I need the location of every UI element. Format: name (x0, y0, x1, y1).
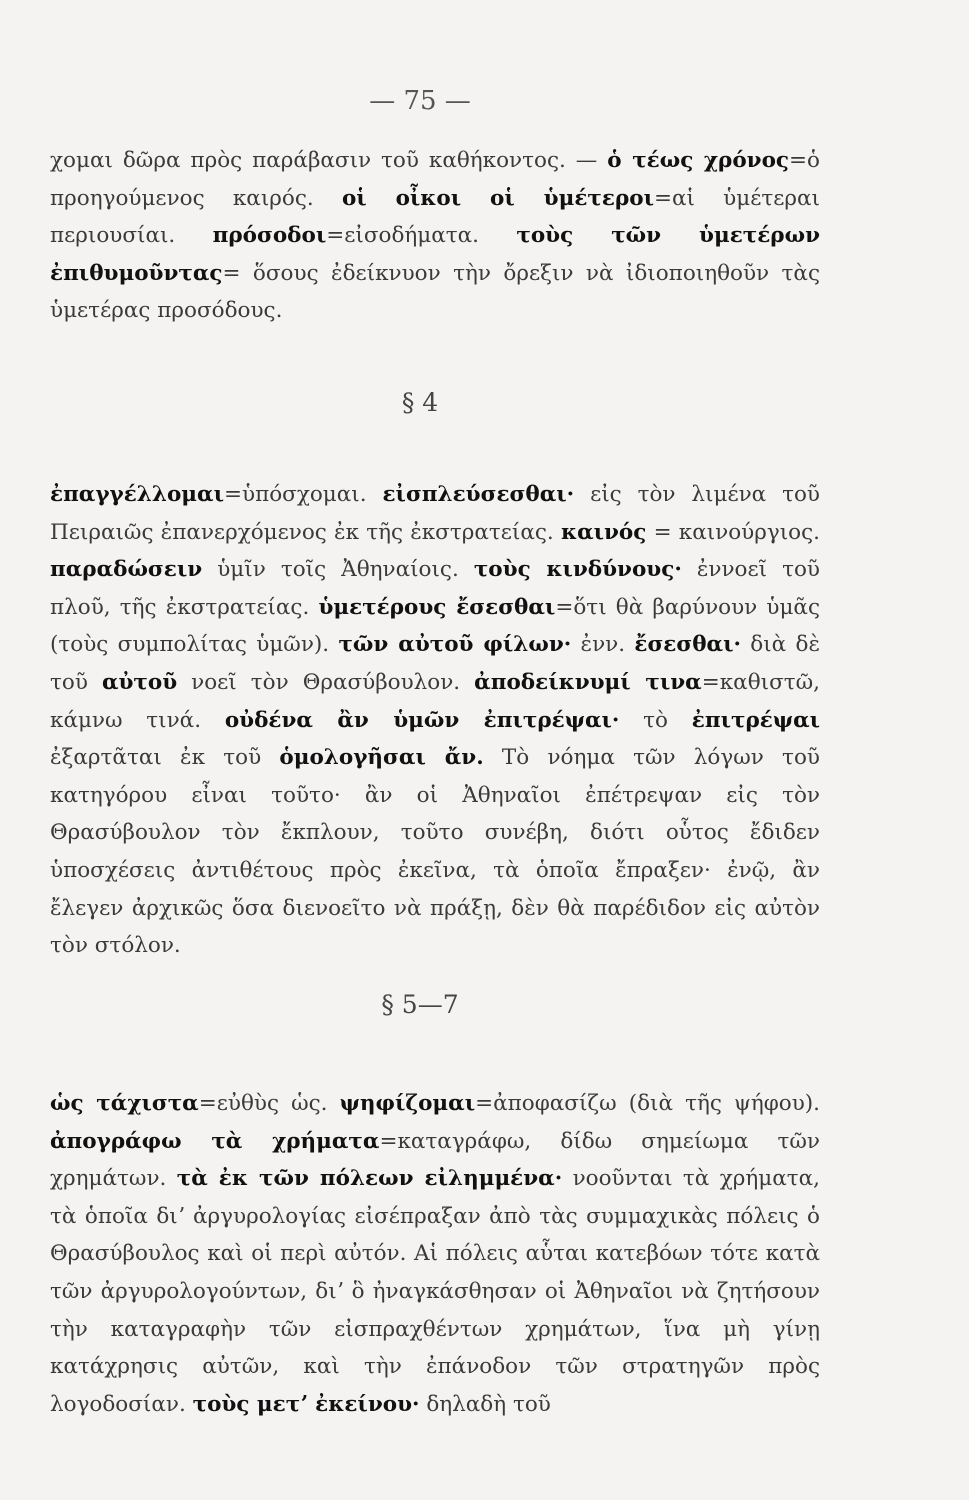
gloss-text: =ὁ προηγούμενος καιρός. (50, 148, 820, 211)
bold-term: ἐπιτρέψαι (691, 707, 821, 733)
gloss-text: =ὅτι θὰ βαρύνουν ὑμᾶς (τοὺς συμπολίτας ὑμῶν). (50, 594, 820, 658)
bold-term: ἐπαγγέλλομαι (50, 482, 224, 507)
bold-term: τοὺς τῶν ὑμετέρων ἐπιθυμοῦντας (50, 223, 820, 286)
bold-term: οἱ οἶκοι οἱ ὑμέτεροι (341, 185, 654, 211)
bold-term: παραδώσειν (50, 557, 203, 583)
section-heading-5-7: § 5—7 (381, 990, 459, 1019)
bold-term: εἰσπλεύσεσθαι· (382, 482, 575, 507)
bold-term: πρόσοδοι (212, 223, 327, 249)
paragraph-1 (50, 142, 820, 330)
bold-term: τοὺς μετʼ ἐκείνου· (192, 1391, 420, 1417)
gloss-text: =ἀποφασίζω (διὰ τῆς ψήφου). (475, 1091, 821, 1116)
gloss-text: διὰ δὲ τοῦ (50, 632, 820, 695)
gloss-text: νοοῦνται τὰ χρήματα, τὰ ὁποῖα διʼ ἀργυρολογίας εἰσέπραξαν ἀπὸ τὰς συμμαχικὰς πόλεις ὁ Θρασύβουλος καὶ οἱ περὶ αὐτόν. Αἱ πόλεις αὗται κατεβόων τότε κατὰ τῶν ἀργυρολογούντων, διʼ ὃ ἠναγκάσθησαν οἱ Ἀθηναῖοι νὰ ζητήσουν τὴν καταγραφὴν τῶν εἰσπραχθέντων χρημάτων, ἵνα μὴ γίνῃ κατάχρησις αὐτῶν, καὶ τὴν ἐπάνοδον τῶν στρατηγῶν πρὸς λογοδοσίαν. (50, 1166, 820, 1417)
bold-term: τῶν αὐτοῦ φίλων· (338, 632, 572, 658)
gloss-text: εἰς τὸν λιμένα τοῦ Πειραιῶς ἐπανερχόμενος ἐκ τῆς ἐκστρατείας. (50, 482, 820, 545)
bold-term: ἀποδείκνυμί τινα (474, 669, 702, 695)
bold-term: τὰ ἐκ τῶν πόλεων εἰλημμένα· (176, 1166, 563, 1192)
gloss-text: δηλαδὴ τοῦ (419, 1391, 551, 1417)
page-number: — 75 — (369, 86, 471, 116)
section-heading-4: § 4 (401, 388, 439, 417)
bold-term: καινός (560, 519, 647, 545)
bold-term: ἔσεσθαι· (634, 632, 741, 658)
gloss-text: =ὑπόσχομαι. (223, 482, 383, 507)
paragraph-3 (50, 1085, 820, 1423)
bold-term: αὐτοῦ (101, 669, 178, 695)
gloss-text: =εὐθὺς ὡς. (198, 1091, 340, 1116)
bold-term: ψηφίζομαι (339, 1091, 476, 1116)
gloss-text: ὑμῖν τοῖς Ἀθηναίοις. (202, 557, 474, 583)
gloss-text: = ὅσους ἐδείκνυον τὴν ὄρεξιν νὰ ἰδιοποιηθοῦν τὰς ὑμετέρας προσόδους. (50, 260, 820, 324)
gloss-text: =καθιστῶ, κάμνω τινά. (50, 669, 821, 733)
bold-term: ὁ τέως χρόνος (607, 148, 790, 173)
gloss-text: νοεῖ τὸν Θρασύβουλον. (177, 669, 475, 695)
gloss-text: ἐξαρτᾶται ἐκ τοῦ (50, 745, 280, 771)
bold-term: ἀπογράφω τὰ χρήματα (50, 1128, 380, 1154)
gloss-text: ἐννοεῖ τοῦ πλοῦ, τῆς ἐκστρατείας. (50, 557, 820, 620)
gloss-text: Τὸ νόημα τῶν λόγων τοῦ κατηγόρου εἶναι τοῦτο· ἂν οἱ Ἀθηναῖοι ἐπέτρεψαν εἰς τὸν Θρασύβουλον τὸν ἔκπλουν, τοῦτο συνέβη, διότι οὗτος ἔδιδεν ὑποσχέσεις ἀντιθέτους πρὸς ἐκεῖνα, τὰ ὁποῖα ἔπραξεν· ἐνῷ, ἂν ἔλεγεν ἀρχικῶς ὅσα διενοεῖτο νὰ πράξῃ, δὲν θὰ παρέδιδον εἰς αὐτὸν τὸν στόλον. (50, 745, 820, 959)
bold-term: ὁμολογῆσαι ἄν. (279, 745, 484, 771)
gloss-text: χομαι δῶρα πρὸς παράβασιν τοῦ καθήκοντος. — (50, 148, 608, 173)
bold-term: τοὺς κινδύνους· (473, 557, 682, 583)
gloss-text: ἐνν. (571, 632, 635, 658)
gloss-text: =εἰσοδήματα. (326, 223, 517, 249)
paragraph-2 (50, 476, 820, 965)
bold-term: οὐδένα ἂν ὑμῶν ἐπιτρέψαι· (224, 707, 620, 733)
gloss-text: τὸ (619, 707, 692, 733)
gloss-text: =αἱ ὑμέτεραι περιουσίαι. (50, 185, 820, 249)
bold-term: ὑμετέρους ἔσεσθαι (318, 594, 556, 620)
gloss-text: =καταγράφω, δίδω σημείωμα τῶν χρημάτων. (50, 1128, 820, 1192)
gloss-text: = καινούργιος. (646, 519, 820, 545)
bold-term: ὡς τάχιστα (50, 1091, 199, 1116)
